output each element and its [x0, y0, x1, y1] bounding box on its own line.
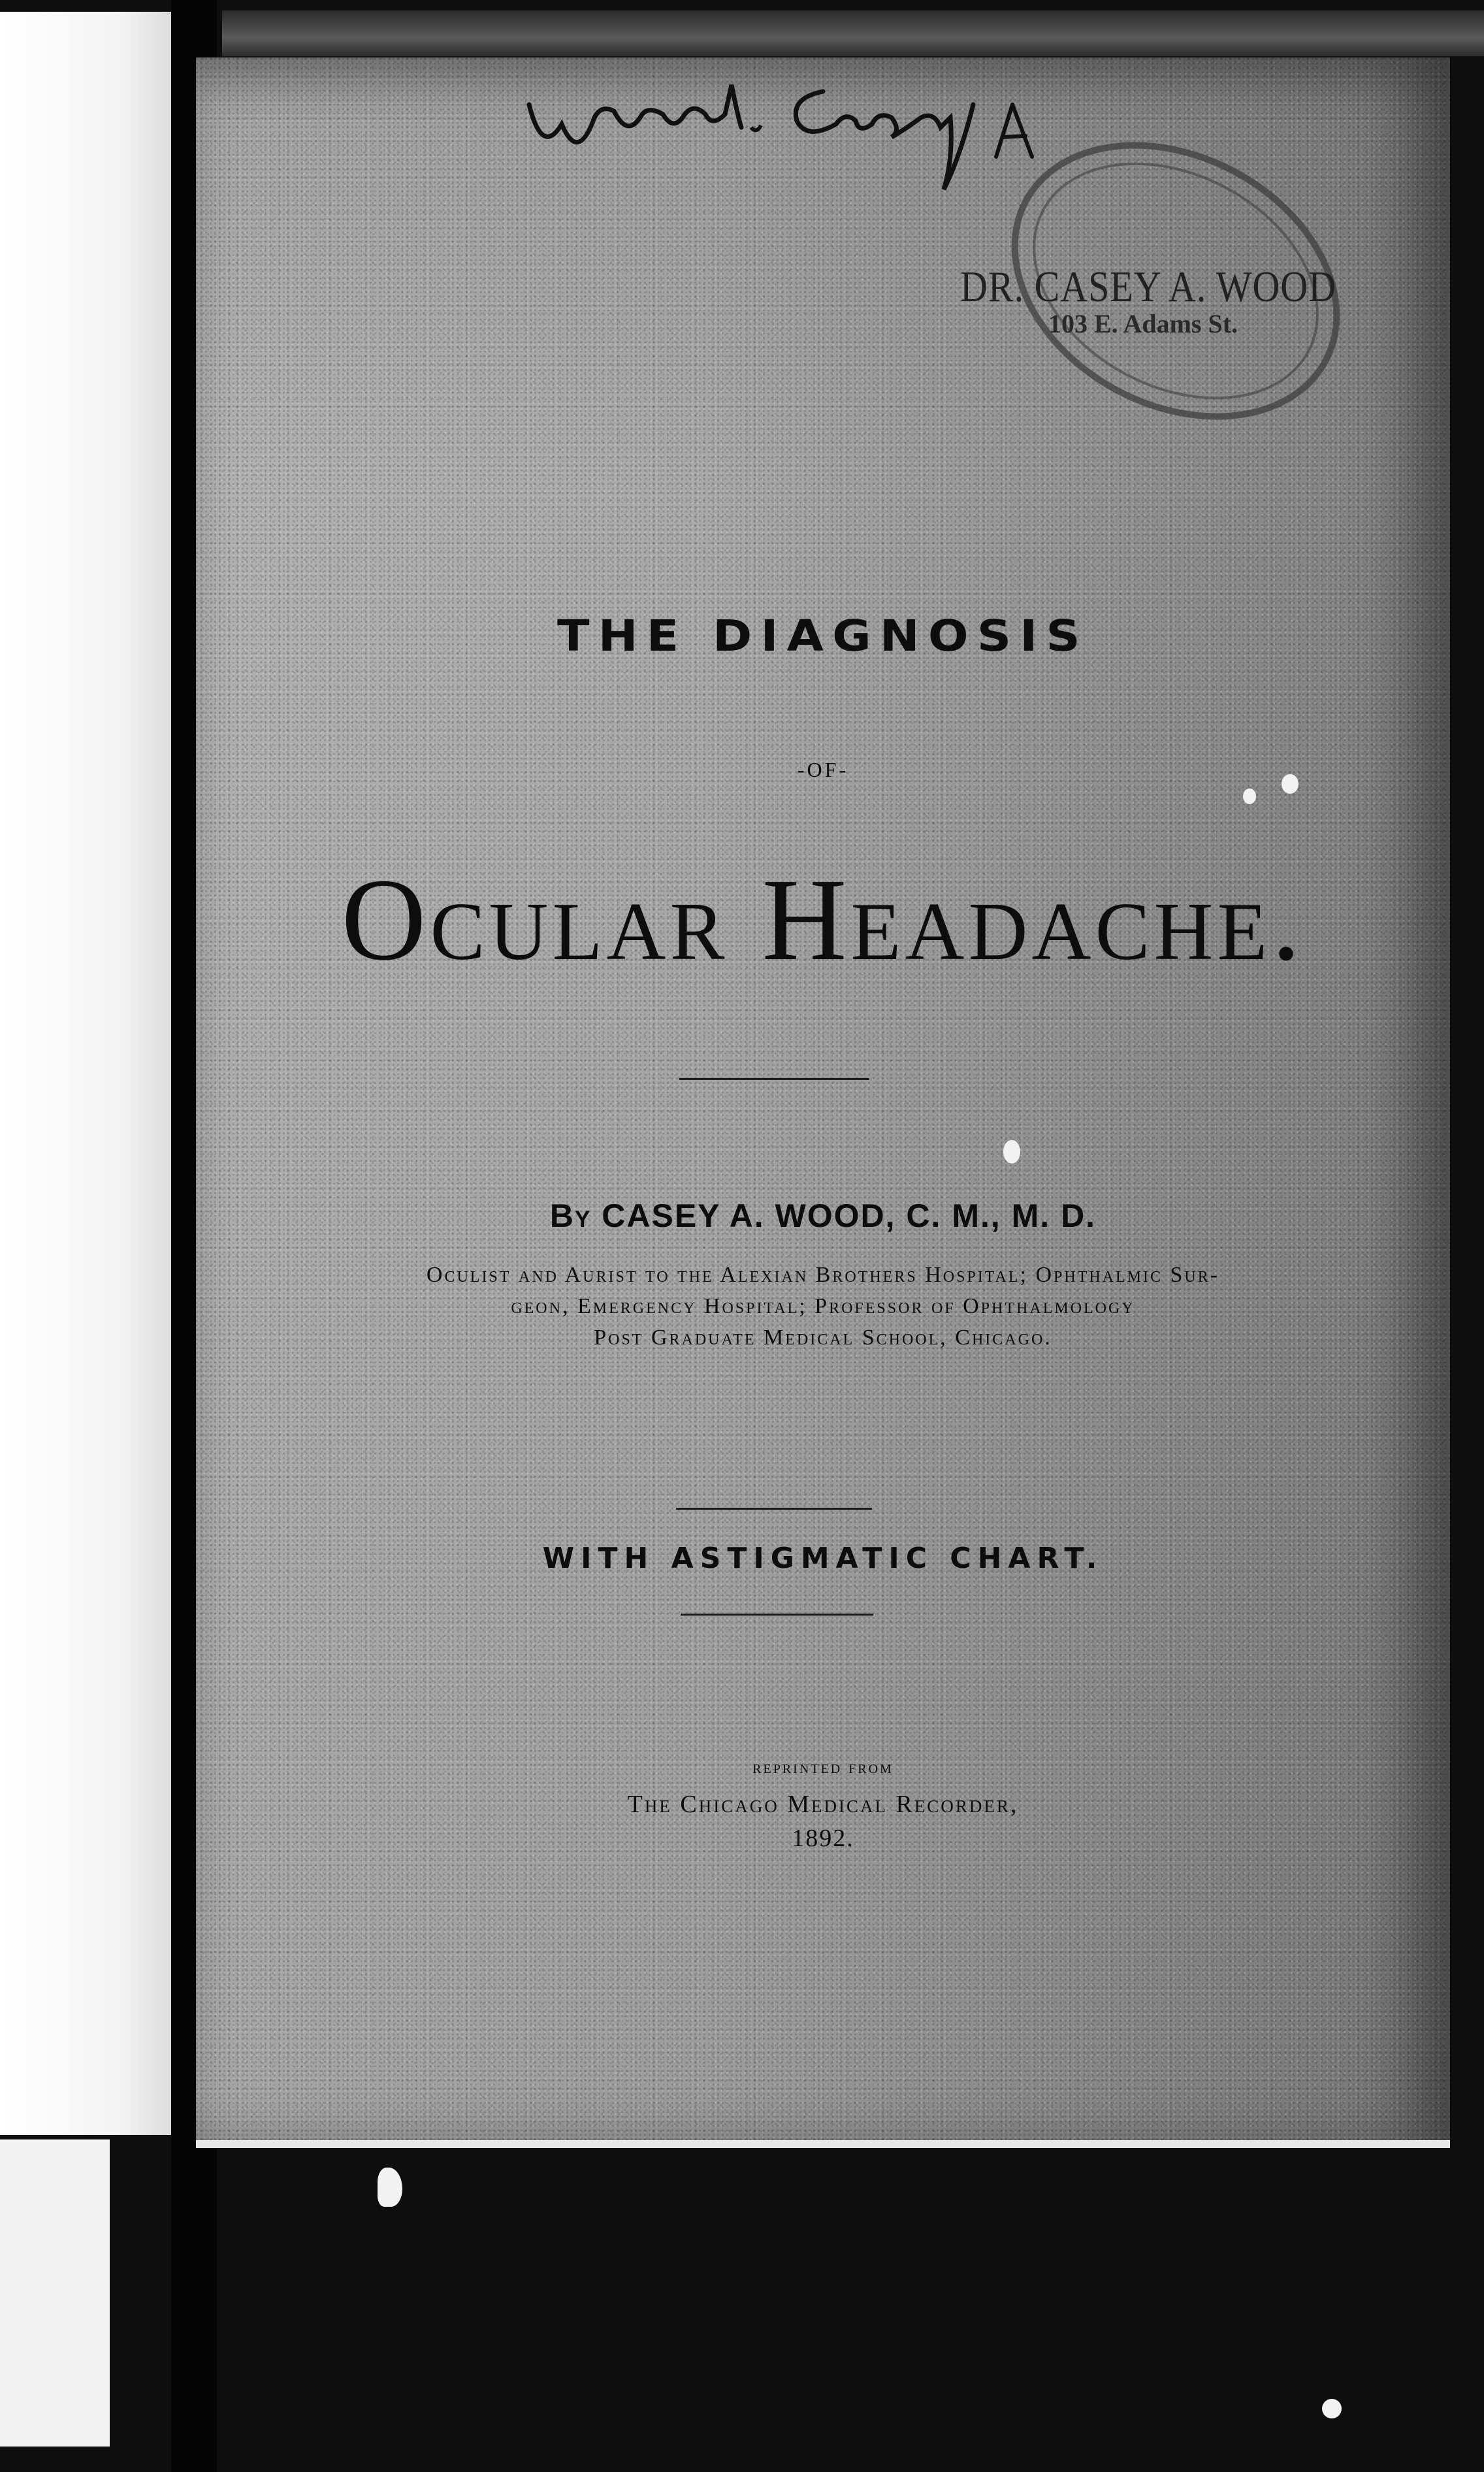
- chart-note: WITH ASTIGMATIC CHART.: [542, 1542, 1104, 1575]
- author-line: By CASEY A. WOOD, C. M., M. D.: [549, 1197, 1097, 1234]
- reprint-label: reprinted from: [752, 1757, 894, 1778]
- divider-rule: [681, 1614, 873, 1616]
- stamp-owner-name: DR. CASEY A. WOOD: [960, 262, 1337, 311]
- paper-speck: [1243, 789, 1256, 804]
- credentials-line: Post Graduate Medical School, Chicago.: [594, 1325, 1052, 1350]
- credentials-line: geon, Emergency Hospital; Professor of Ophthalmology: [511, 1294, 1135, 1318]
- title-line-2: Ocular Headache.: [341, 854, 1305, 984]
- paper-speck: [1003, 1140, 1020, 1163]
- paper-speck: [1322, 2399, 1342, 2418]
- cover-bottom-edge: [196, 2140, 1450, 2148]
- stamp-address: 103 E. Adams St.: [1048, 309, 1238, 338]
- divider-rule: [676, 1508, 872, 1510]
- white-flyleaf: [0, 12, 173, 2135]
- title-line-1: THE DIAGNOSIS: [557, 611, 1089, 661]
- divider-rule: [679, 1078, 869, 1080]
- book-top-edge: [222, 10, 1484, 56]
- title-connector: -OF-: [797, 758, 849, 781]
- publication-year: 1892.: [792, 1825, 854, 1852]
- author-credentials: [196, 1260, 1450, 1354]
- credentials-line: Oculist and Aurist to the Alexian Brothers Hospital; Ophthalmic Sur-: [426, 1263, 1220, 1287]
- flyleaf-lower-edge: [0, 2139, 110, 2447]
- journal-name: The Chicago Medical Recorder,: [627, 1791, 1019, 1818]
- paper-speck: [378, 2168, 402, 2207]
